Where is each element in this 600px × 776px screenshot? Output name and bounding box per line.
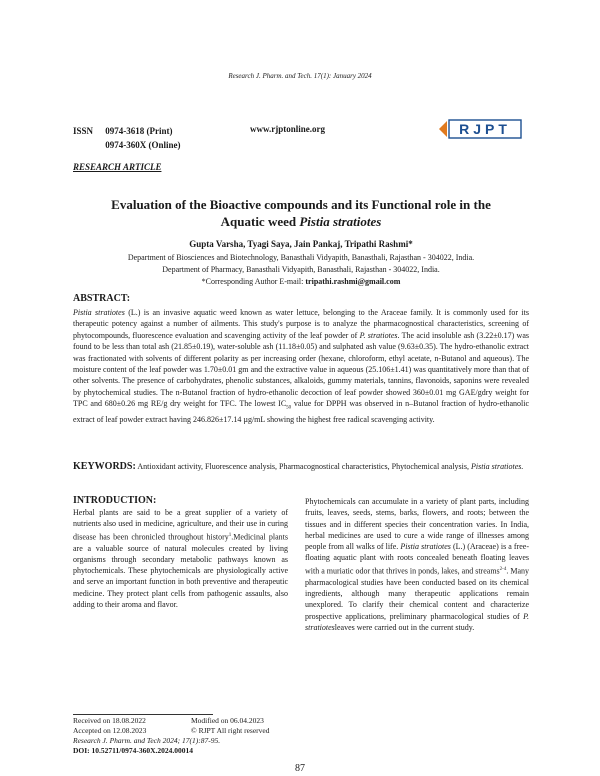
- rjpt-logo: [438, 118, 522, 140]
- issn-print: 0974-3618 (Print): [105, 126, 173, 136]
- citation: Research J. Pharm. and Tech 2024; 17(1):87-95.: [73, 736, 221, 745]
- title-line-2: Aquatic weed: [220, 214, 300, 229]
- journal-header: Research J. Pharm. and Tech. 17(1): January 2024: [228, 72, 372, 80]
- website-link[interactable]: www.rjptonline.org: [250, 124, 325, 134]
- title-line-1: Evaluation of the Bioactive compounds and its Functional role in the: [111, 197, 491, 212]
- abstract-body: Pistia stratiotes (L.) is an invasive aquatic weed known as water lettuce, belonging to the Araceae family. It is commonly used for its therapeutic potency against a number of ailments. This study's purpose is to analyze the pharmacognostical characteristics, screening of phytocompounds, fluorescence evaluation and scavenging activity of the leaf powder of P. stratiotes. The acid insoluble ash (3.22±0.17) was found to be less than total ash (21.85±0.19), water-soluble ash (11.18±0.05) and sulphated ash value (9.63±0.35). The hydro-ethanolic extract was fractionated with solvents of different polarity as per increasing order (hexane, chloroform, ethyl acetate, n-Butanol and aqueous). The moisture content of the leaf powder was 1.70±0.01 gm and the extractive value in aqueous (25.106±1.41) was quantitatively more than that of other solvents. The presence of carbohydrates, phenolic substances, alkaloids, gummy materials, tannins, flavonoids, saponins were revealed by phytochemical studies. The n-Butanol fraction of hydro-ethanolic decoction of leaf powder showed 360±0.01 mg GAE/gdry weight for TPC and 680±0.26 mg RE/g dry weight for TFC. The lowest $IC_{50}$ value for DPPH was observed in n–Butanol fraction of hydro-ethanolic extract of leaf powder extract having 246.826±17.14 µg/mL showing the highest free radical scavenging activity.: [73, 308, 529, 425]
- affiliation-1: Department of Biosciences and Biotechnology, Banasthali Vidyapith, Banasthali, Rajasthan - 304022, India.: [127, 253, 475, 262]
- corresponding-email[interactable]: tripathi.rashmi@gmail.com: [305, 277, 401, 286]
- accepted-date: Accepted on 12.08.2023: [73, 726, 147, 735]
- article-type: RESEARCH ARTICLE: [73, 162, 162, 172]
- doi[interactable]: DOI: 10.52711/0974-360X.2024.00014: [73, 746, 193, 755]
- logo-text: RJPT: [459, 121, 511, 137]
- corresponding-label: *Corresponding Author E-mail:: [201, 277, 306, 286]
- author-list: Gupta Varsha, Tyagi Saya, Jain Pankaj, Tripathi Rashmi*: [189, 239, 413, 249]
- affiliation-2: Department of Pharmacy, Banasthali Vidyapith, Banasthali, Rajasthan - 304022, India.: [162, 265, 440, 274]
- corresponding-author: [73, 276, 529, 287]
- modified-date: Modified on 06.04.2023: [191, 716, 264, 725]
- abstract-heading: ABSTRACT:: [73, 293, 131, 304]
- footer-divider: [73, 714, 213, 715]
- received-date: Received on 18.08.2022: [73, 716, 146, 725]
- issn-block: [73, 124, 181, 152]
- introduction-heading: INTRODUCTION:: [73, 495, 157, 506]
- page-number: 87: [295, 763, 305, 774]
- intro-left-column: Herbal plants are said to be a great supplier of a variety of nutrients also used in medicine, agriculture, and their use in curing disease has been chronicled throughout history$^1$.Medicinal plants are a valuable source of natural molecules created by living organisms through secondary metabolic pathways known as phytochemicals. These phytochemicals are physiologically active and serve an important function in both preventive and therapeutic medicine. They protect plant cells from pathogenic assaults, also adding to their aroma and flavor.: [73, 508, 288, 610]
- rights: © RJPT All right reserved: [191, 726, 270, 735]
- article-footer: [73, 716, 373, 756]
- keywords: KEYWORDS: Antioxidant activity, Fluorescence analysis, Pharmacognostical characteristics, Phytochemical analysis, Pistia stratiotes.: [73, 461, 524, 472]
- issn-label: ISSN: [73, 126, 94, 136]
- issn-online: 0974-360X (Online): [105, 140, 181, 150]
- intro-right-column: Phytochemicals can accumulate in a variety of plant parts, including fruits, leaves, seeds, stems, barks, flowers, and roots; between the tissues and in different species their concentration varies. In India, herbal medicines are used to cure a wide range of illnesses among people from all walks of life. Pistia stratiotes (L.) (Araceae) is a free-floating aquatic plant with roots concealed beneath floating leaves with a muriatic odor that thrives in ponds, lakes, and streams$^{2-4}$. Many pharmacological studies have been conducted based on its chemical ingredients, although many therapeutic applications remain unexplored. To clarify their chemical content and characterize prospective applications, preliminary pharmacological studies of P. stratiotesleaves were carried out in the current study.: [305, 497, 529, 632]
- title-species: Pistia stratiotes: [299, 214, 382, 229]
- keywords-heading: KEYWORDS:: [73, 461, 136, 472]
- article-title: [73, 196, 529, 230]
- logo-arrow-icon: [439, 121, 447, 137]
